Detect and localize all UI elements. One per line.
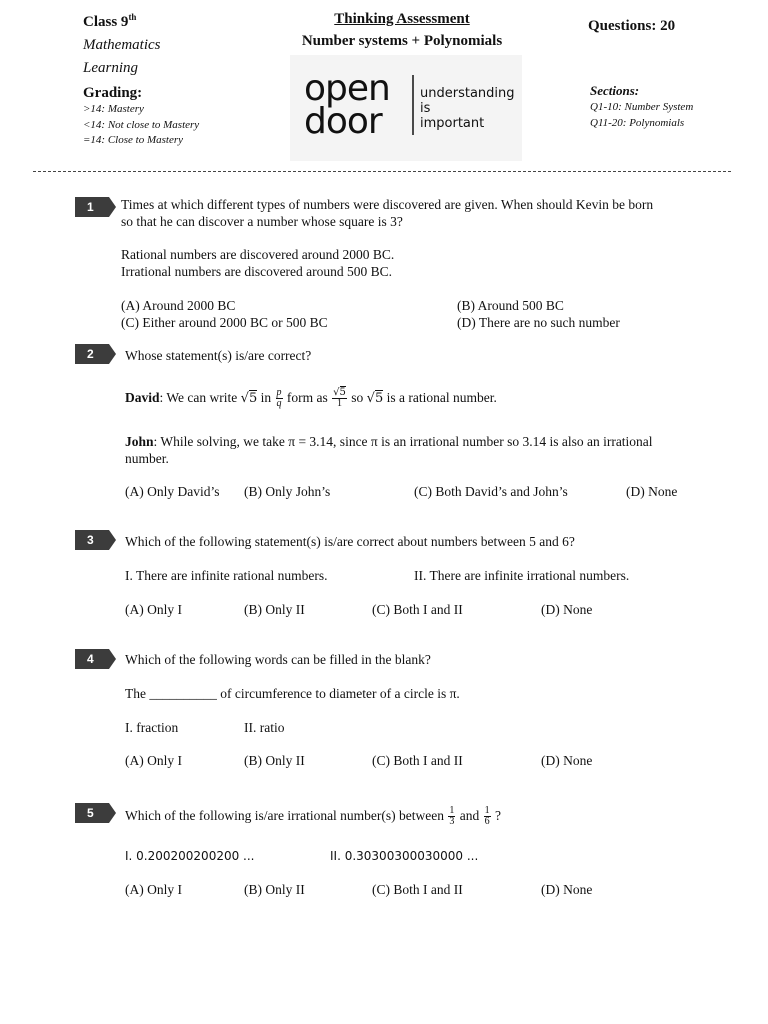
- statement-i: I. fraction: [125, 720, 179, 735]
- grading-item: =14: Close to Mastery: [83, 134, 183, 146]
- logo-word-bottom: door: [304, 101, 382, 142]
- question-number-badge: 1: [75, 197, 109, 217]
- option-c[interactable]: (C) Both I and II: [372, 753, 463, 768]
- subject-label: Mathematics: [83, 37, 161, 53]
- logo-tagline: important: [420, 116, 485, 131]
- question-stem: so that he can discover a number whose square is 3?: [121, 214, 403, 229]
- sections-title: Sections:: [590, 83, 640, 98]
- john-statement: John: While solving, we take π = 3.14, since π is an irrational number so 3.14 is also an irrational: [125, 434, 653, 449]
- john-statement-cont: number.: [125, 451, 169, 466]
- option-d[interactable]: (D) There are no such number: [457, 315, 620, 330]
- grading-item: >14: Mastery: [83, 103, 144, 115]
- sqrt-expression: √5: [366, 391, 384, 406]
- grading-item: <14: Not close to Mastery: [83, 118, 200, 131]
- question-number-badge: 4: [75, 649, 109, 669]
- option-b[interactable]: (B) Around 500 BC: [457, 298, 564, 313]
- page-title: Thinking Assessment: [334, 11, 470, 27]
- fraction: $\frac{√5}{1}$: [333, 387, 346, 410]
- question-number-badge: 5: [75, 803, 109, 823]
- option-d[interactable]: (D) None: [541, 753, 593, 768]
- option-a[interactable]: (A) Only David’s: [125, 484, 220, 499]
- sections-block: [590, 83, 693, 131]
- speaker-name: John: [125, 434, 154, 449]
- dashed-divider: [33, 171, 731, 172]
- statement-ii: II. 0.30300300030000 ...: [330, 849, 479, 863]
- question-stem: Which of the following words can be filled in the blank?: [125, 652, 431, 667]
- speaker-name: David: [125, 390, 160, 405]
- question-number-badge: 2: [75, 344, 109, 364]
- option-b[interactable]: (B) Only II: [244, 753, 305, 768]
- option-d[interactable]: (D) None: [541, 602, 593, 617]
- sqrt-expression: √5: [240, 391, 258, 406]
- open-door-logo: [290, 55, 522, 161]
- statement-i: I. 0.200200200200 ...: [125, 849, 255, 863]
- option-c[interactable]: (C) Both I and II: [372, 882, 463, 897]
- option-a[interactable]: (A) Only I: [125, 753, 182, 768]
- question-stem: Times at which different types of numbers were discovered are given. When should Kevin be born: [121, 197, 654, 212]
- question-info: Irrational numbers are discovered around 500 BC.: [121, 264, 393, 279]
- statement-ii: II. ratio: [244, 720, 285, 735]
- page-subtitle: Number systems + Polynomials: [301, 33, 503, 49]
- statement-ii: II. There are infinite irrational numbers.: [414, 568, 630, 583]
- questions-count: Questions: 20: [588, 18, 676, 34]
- grading-title: Grading:: [83, 85, 143, 101]
- question-info: Rational numbers are discovered around 2000 BC.: [121, 247, 395, 262]
- grading-block: [83, 85, 199, 149]
- david-statement: David: We can write √5 in $\frac{p}{q}$ form as $\frac{√5}{1}$ so √5 is a rational number.: [125, 387, 497, 410]
- question-number-badge: 3: [75, 530, 109, 550]
- option-c[interactable]: (C) Both David’s and John’s: [414, 484, 568, 499]
- option-c[interactable]: (C) Both I and II: [372, 602, 463, 617]
- section-item: Q11-20: Polynomials: [590, 117, 685, 129]
- option-b[interactable]: (B) Only John’s: [244, 484, 331, 499]
- fraction: $\frac{1}{3}$: [449, 805, 455, 828]
- statement-i: I. There are infinite rational numbers.: [125, 568, 328, 583]
- option-b[interactable]: (B) Only II: [244, 882, 305, 897]
- logo-word-top: open: [304, 68, 390, 109]
- fill-blank-sentence: The __________ of circumference to diameter of a circle is π.: [125, 686, 460, 701]
- option-d[interactable]: (D) None: [541, 882, 593, 897]
- option-d[interactable]: (D) None: [626, 484, 678, 499]
- question-stem: Which of the following statement(s) is/are correct about numbers between 5 and 6?: [125, 534, 575, 549]
- class-label: Class 9th: [83, 12, 137, 30]
- question-stem: Which of the following is/are irrational number(s) between $\frac{1}{3}$ and $\frac{1}{6}$ ?: [125, 805, 502, 828]
- option-c[interactable]: (C) Either around 2000 BC or 500 BC: [121, 315, 328, 330]
- option-a[interactable]: (A) Only I: [125, 882, 182, 897]
- fraction: $\frac{p}{q}$: [276, 387, 282, 410]
- question-stem: Whose statement(s) is/are correct?: [125, 348, 312, 363]
- option-b[interactable]: (B) Only II: [244, 602, 305, 617]
- option-a[interactable]: (A) Only I: [125, 602, 182, 617]
- logo-tagline: understanding: [420, 86, 515, 101]
- section-item: Q1-10: Number System: [590, 101, 694, 113]
- fraction: $\frac{1}{6}$: [484, 805, 490, 828]
- class-info: [83, 12, 160, 80]
- logo-tagline: is: [420, 101, 431, 116]
- mode-label: Learning: [83, 60, 139, 76]
- option-a[interactable]: (A) Around 2000 BC: [121, 298, 236, 313]
